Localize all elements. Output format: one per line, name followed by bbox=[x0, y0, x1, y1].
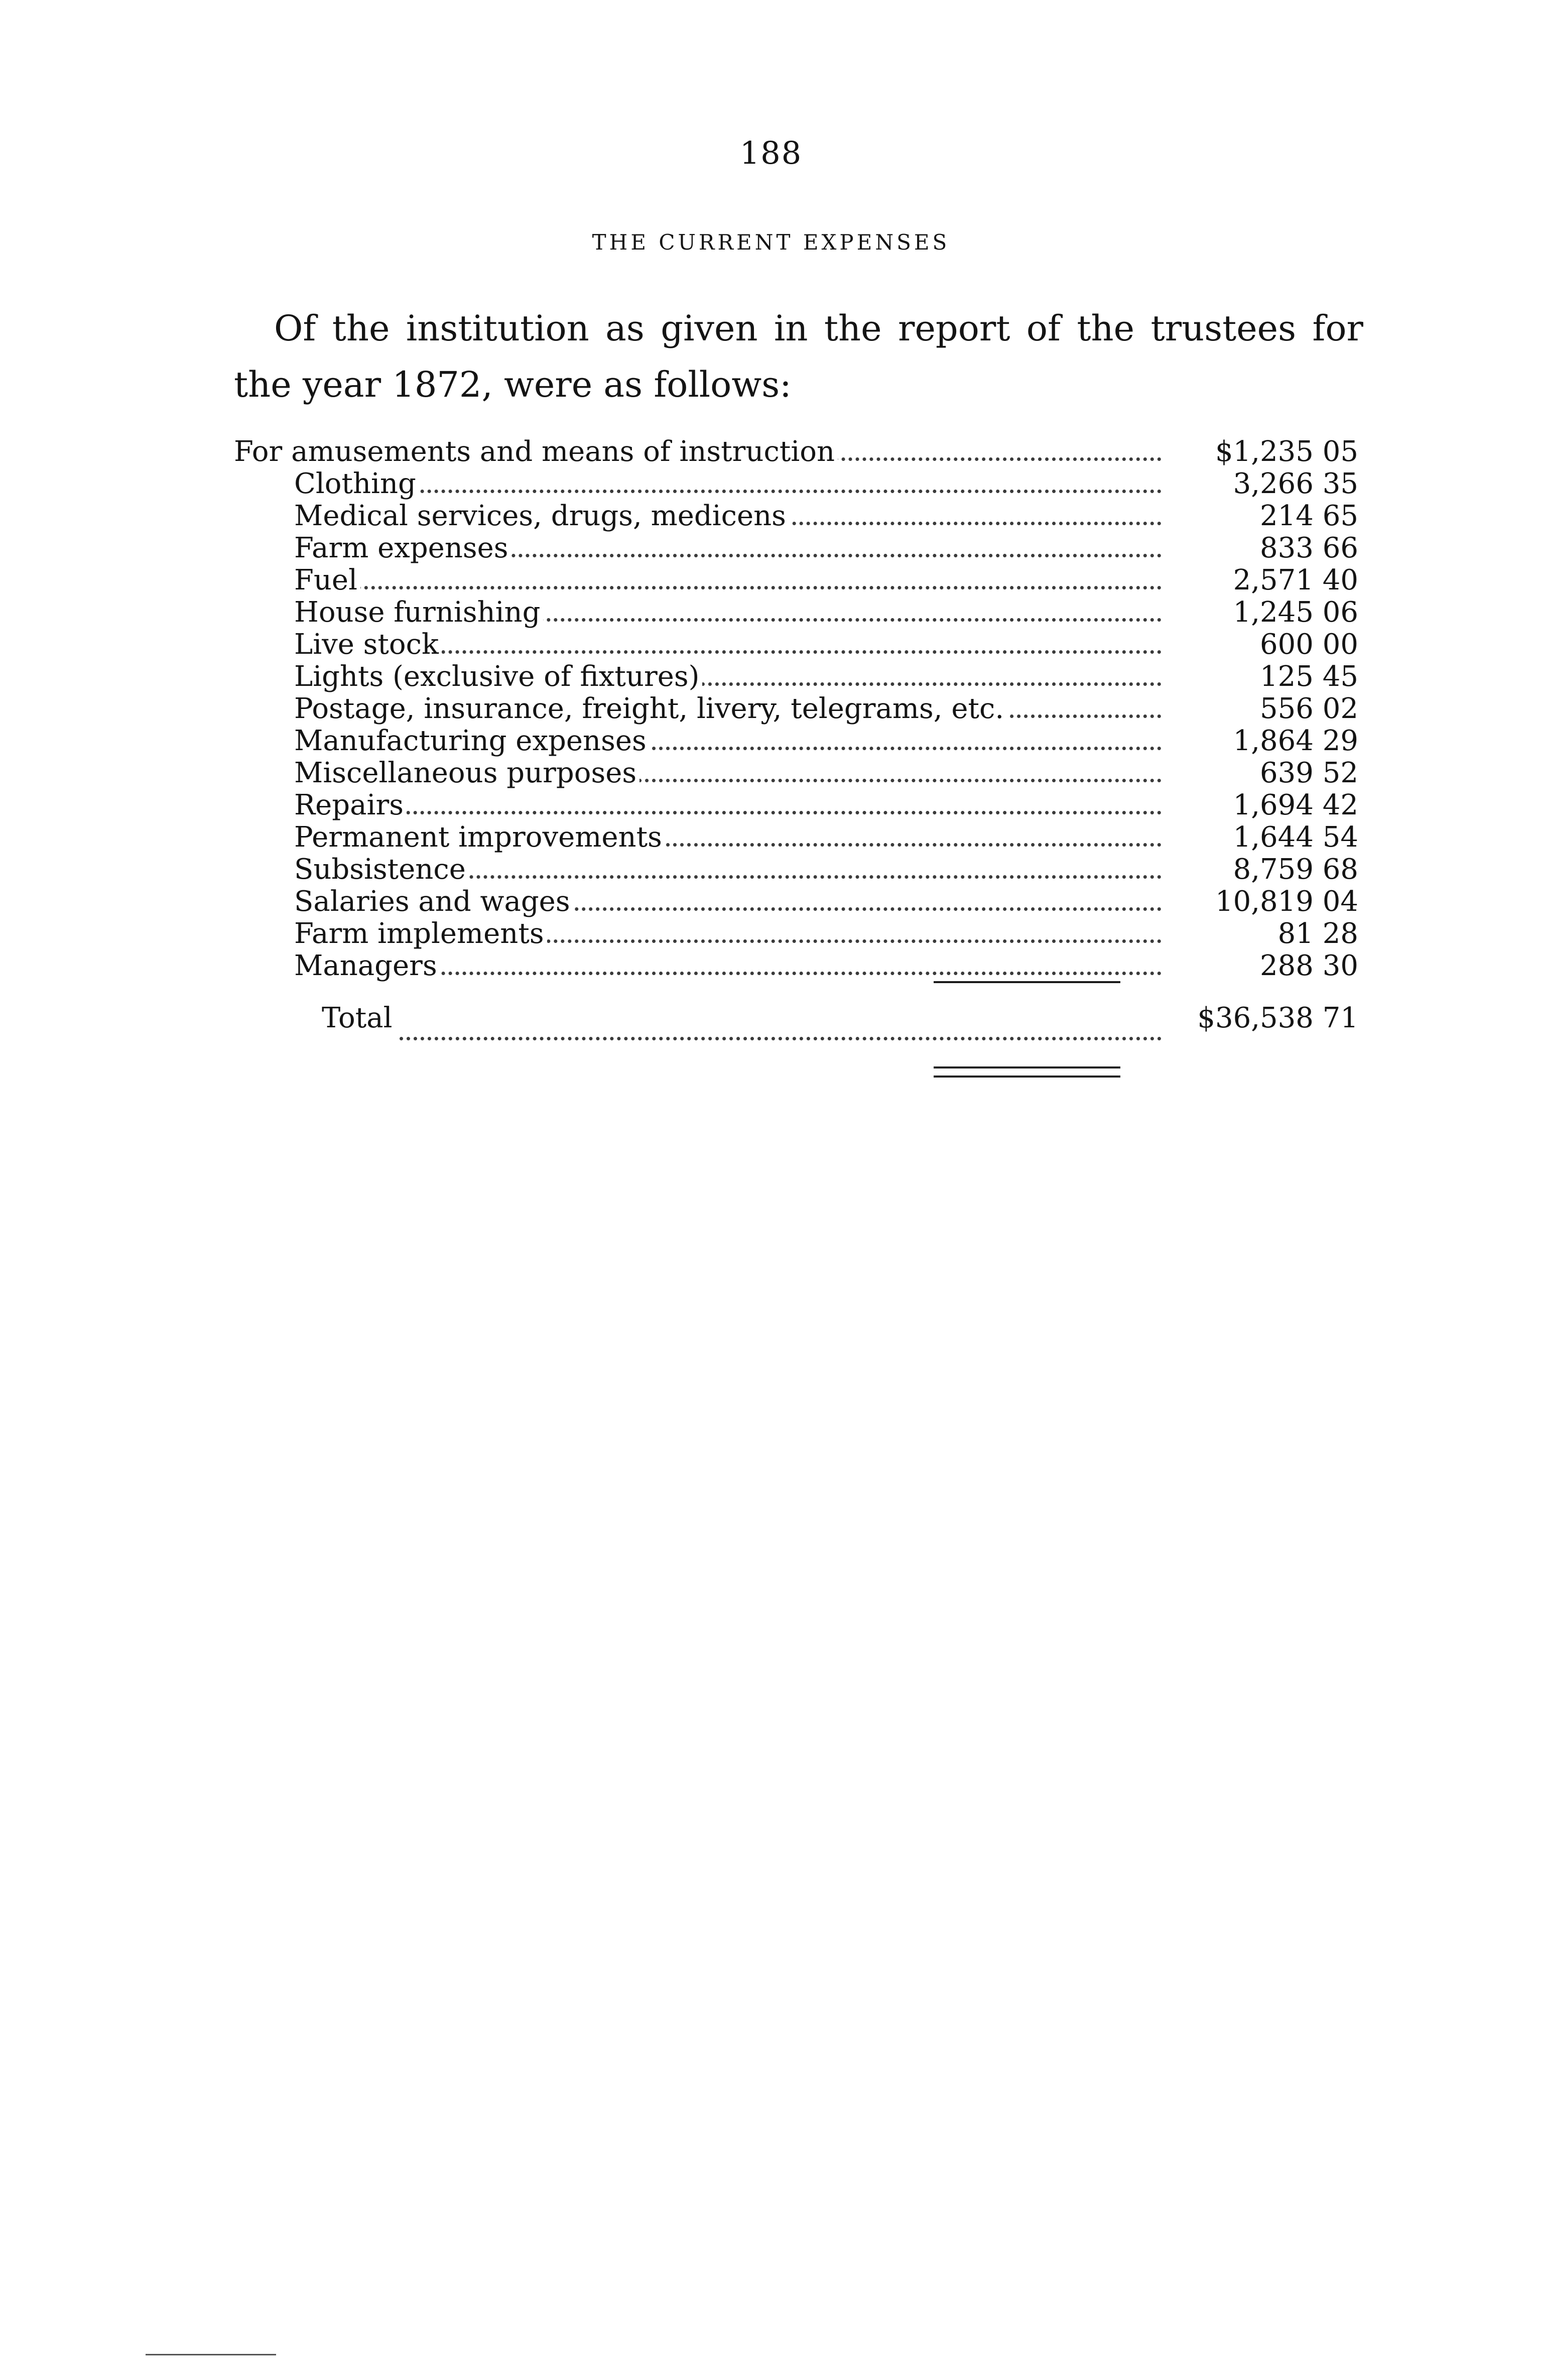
expense-amount: 81 28 bbox=[1168, 918, 1358, 950]
expense-label: Subsistence bbox=[294, 854, 469, 886]
expense-row bbox=[234, 436, 1358, 468]
expense-amount: 1,245 06 bbox=[1168, 597, 1358, 629]
expense-amount: 639 52 bbox=[1168, 757, 1358, 789]
expense-label: Permanent improvements bbox=[294, 821, 665, 854]
expense-row bbox=[234, 918, 1358, 950]
expense-amount: 600 00 bbox=[1168, 629, 1358, 661]
expense-amount: 556 02 bbox=[1168, 693, 1358, 725]
total-double-rule bbox=[934, 1066, 1120, 1068]
leader-dots bbox=[294, 586, 1162, 589]
intro-paragraph: Of the institution as given in the report of the trustees for the year 1872, were as follows: bbox=[234, 308, 1363, 405]
section-title: THE CURRENT EXPENSES bbox=[592, 230, 950, 255]
expense-amount: 8,759 68 bbox=[1168, 854, 1358, 886]
page-number: 188 bbox=[739, 135, 803, 171]
expense-row bbox=[234, 500, 1358, 532]
expense-label: Farm implements bbox=[294, 918, 547, 950]
expense-row bbox=[234, 597, 1358, 629]
leader-dots bbox=[294, 811, 1162, 814]
expense-label: Salaries and wages bbox=[294, 886, 573, 918]
expense-label: Postage, insurance, freight, livery, telegrams, etc. bbox=[294, 693, 1007, 725]
total-label: Total bbox=[322, 1002, 396, 1034]
expense-label: Repairs bbox=[294, 789, 407, 821]
expense-row bbox=[234, 725, 1358, 757]
expense-row bbox=[234, 886, 1358, 918]
expense-label: Manufacturing expenses bbox=[294, 725, 650, 757]
expense-label: Miscellaneous purposes bbox=[294, 757, 639, 789]
expense-amount: 2,571 40 bbox=[1168, 564, 1358, 597]
expense-table bbox=[234, 436, 1358, 1047]
expense-row bbox=[234, 854, 1358, 886]
expense-amount: 288 30 bbox=[1168, 950, 1358, 982]
expense-row bbox=[234, 468, 1358, 500]
expense-row bbox=[234, 950, 1358, 982]
expense-label: Lights (exclusive of fixtures) bbox=[294, 661, 702, 693]
expense-row bbox=[234, 564, 1358, 597]
expense-amount: 10,819 04 bbox=[1168, 886, 1358, 918]
expense-label: Medical services, drugs, medicens bbox=[294, 500, 789, 532]
footer-rule bbox=[146, 2354, 276, 2355]
expense-amount: 3,266 35 bbox=[1168, 468, 1358, 500]
total-row bbox=[234, 1002, 1358, 1047]
expense-amount: 833 66 bbox=[1168, 532, 1358, 564]
leader-dots bbox=[294, 490, 1162, 493]
expense-label: Farm expenses bbox=[294, 532, 511, 564]
total-double-rule bbox=[934, 1076, 1120, 1078]
expense-label: Managers bbox=[294, 950, 440, 982]
expense-label: House furnishing bbox=[294, 597, 543, 629]
expense-row bbox=[234, 532, 1358, 564]
expense-amount: 1,864 29 bbox=[1168, 725, 1358, 757]
total-amount: $36,538 71 bbox=[1168, 1002, 1358, 1034]
expense-row bbox=[234, 821, 1358, 854]
sum-rule bbox=[934, 981, 1120, 983]
expense-amount: 1,694 42 bbox=[1168, 789, 1358, 821]
expense-row bbox=[234, 789, 1358, 821]
expense-amount: 214 65 bbox=[1168, 500, 1358, 532]
expense-row bbox=[234, 757, 1358, 789]
expense-amount: 1,644 54 bbox=[1168, 821, 1358, 854]
expense-row bbox=[234, 661, 1358, 693]
expense-amount: $1,235 05 bbox=[1168, 436, 1358, 468]
expense-row bbox=[234, 629, 1358, 661]
leader-dots bbox=[400, 1037, 1162, 1040]
expense-row bbox=[234, 693, 1358, 725]
expense-label: Live stock bbox=[294, 629, 442, 661]
expense-label: Fuel bbox=[294, 564, 360, 597]
expense-amount: 125 45 bbox=[1168, 661, 1358, 693]
expense-label: Clothing bbox=[294, 468, 419, 500]
expense-label: For amusements and means of instruction bbox=[234, 436, 838, 468]
